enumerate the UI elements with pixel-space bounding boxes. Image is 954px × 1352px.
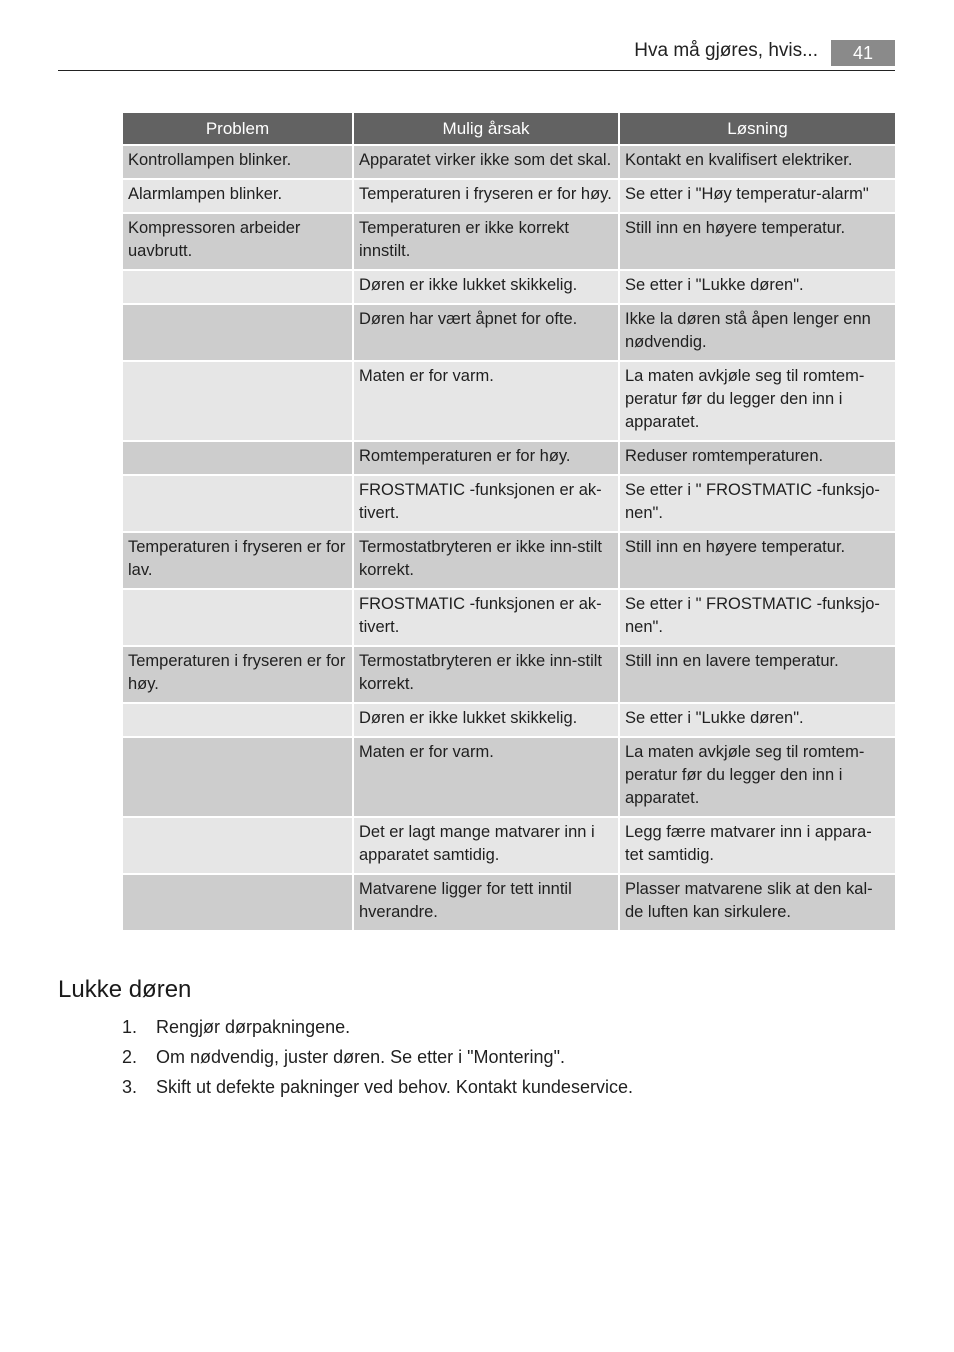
cell-problem bbox=[123, 476, 352, 531]
column-header-solution: Løsning bbox=[620, 113, 895, 144]
table-row bbox=[123, 271, 895, 303]
cell-solution: Still inn en høyere temperatur. bbox=[620, 214, 895, 269]
column-header-cause: Mulig årsak bbox=[354, 113, 618, 144]
cell-problem bbox=[123, 271, 352, 303]
cell-cause: Temperaturen i fryseren er for høy. bbox=[354, 180, 618, 212]
list-item bbox=[122, 1072, 882, 1102]
table-row bbox=[123, 590, 895, 645]
table-row bbox=[123, 818, 895, 873]
list-item bbox=[122, 1012, 882, 1042]
cell-problem: Kontrollampen blinker. bbox=[123, 146, 352, 178]
table-row bbox=[123, 305, 895, 360]
cell-cause: Døren har vært åpnet for ofte. bbox=[354, 305, 618, 360]
cell-cause: Temperaturen er ikke korrekt innstilt. bbox=[354, 214, 618, 269]
cell-problem bbox=[123, 704, 352, 736]
steps-list bbox=[122, 1012, 882, 1102]
cell-solution: Ikke la døren stå åpen lenger enn nødvendig. bbox=[620, 305, 895, 360]
cell-solution: La maten avkjøle seg til romtem-peratur før du legger den inn i apparatet. bbox=[620, 738, 895, 816]
header-title: Hva må gjøres, hvis... bbox=[634, 40, 818, 61]
table-row bbox=[123, 647, 895, 702]
cell-problem bbox=[123, 305, 352, 360]
cell-cause: Maten er for varm. bbox=[354, 738, 618, 816]
table-row bbox=[123, 533, 895, 588]
troubleshooting-table bbox=[121, 111, 897, 932]
cell-solution: Se etter i " FROSTMATIC -funksjo-nen". bbox=[620, 590, 895, 645]
cell-cause: Termostatbryteren er ikke inn-stilt korrekt. bbox=[354, 533, 618, 588]
section-title: Lukke døren bbox=[58, 976, 192, 1003]
cell-solution: Kontakt en kvalifisert elektriker. bbox=[620, 146, 895, 178]
list-item bbox=[122, 1042, 882, 1072]
cell-solution: Se etter i "Lukke døren". bbox=[620, 271, 895, 303]
cell-solution: Reduser romtemperaturen. bbox=[620, 442, 895, 474]
table-row bbox=[123, 442, 895, 474]
step-text: Rengjør dørpakningene. bbox=[156, 1017, 351, 1037]
cell-problem bbox=[123, 590, 352, 645]
cell-problem bbox=[123, 875, 352, 930]
table-row bbox=[123, 180, 895, 212]
table-header-row bbox=[123, 113, 895, 144]
cell-cause: Romtemperaturen er for høy. bbox=[354, 442, 618, 474]
table-row bbox=[123, 146, 895, 178]
cell-cause: Termostatbryteren er ikke inn-stilt korrekt. bbox=[354, 647, 618, 702]
step-number: 2. bbox=[122, 1047, 138, 1067]
table-row bbox=[123, 875, 895, 930]
cell-solution: Se etter i "Lukke døren". bbox=[620, 704, 895, 736]
header-rule bbox=[58, 70, 895, 71]
cell-cause: Maten er for varm. bbox=[354, 362, 618, 440]
cell-problem bbox=[123, 442, 352, 474]
cell-solution: Se etter i " FROSTMATIC -funksjo-nen". bbox=[620, 476, 895, 531]
cell-solution: Still inn en lavere temperatur. bbox=[620, 647, 895, 702]
column-header-problem: Problem bbox=[123, 113, 352, 144]
table-row bbox=[123, 362, 895, 440]
cell-cause: Døren er ikke lukket skikkelig. bbox=[354, 271, 618, 303]
cell-problem bbox=[123, 362, 352, 440]
cell-solution: Still inn en høyere temperatur. bbox=[620, 533, 895, 588]
cell-problem bbox=[123, 818, 352, 873]
step-number: 1. bbox=[122, 1017, 138, 1037]
table-row bbox=[123, 738, 895, 816]
cell-cause: FROSTMATIC -funksjonen er ak-tivert. bbox=[354, 476, 618, 531]
step-number: 3. bbox=[122, 1077, 138, 1097]
cell-cause: Apparatet virker ikke som det skal. bbox=[354, 146, 618, 178]
cell-cause: Matvarene ligger for tett inntil hverandre. bbox=[354, 875, 618, 930]
cell-solution: Legg færre matvarer inn i appara-tet samtidig. bbox=[620, 818, 895, 873]
table-row bbox=[123, 704, 895, 736]
cell-problem: Temperaturen i fryseren er for høy. bbox=[123, 647, 352, 702]
cell-problem: Temperaturen i fryseren er for lav. bbox=[123, 533, 352, 588]
table-row bbox=[123, 476, 895, 531]
cell-cause: Det er lagt mange matvarer inn i apparatet samtidig. bbox=[354, 818, 618, 873]
cell-cause: Døren er ikke lukket skikkelig. bbox=[354, 704, 618, 736]
cell-problem: Kompressoren arbeider uavbrutt. bbox=[123, 214, 352, 269]
cell-problem: Alarmlampen blinker. bbox=[123, 180, 352, 212]
table-row bbox=[123, 214, 895, 269]
step-text: Om nødvendig, juster døren. Se etter i "Montering". bbox=[156, 1047, 565, 1067]
cell-solution: La maten avkjøle seg til romtem-peratur før du legger den inn i apparatet. bbox=[620, 362, 895, 440]
step-text: Skift ut defekte pakninger ved behov. Kontakt kundeservice. bbox=[156, 1077, 633, 1097]
cell-solution: Plasser matvarene slik at den kal-de luften kan sirkulere. bbox=[620, 875, 895, 930]
cell-problem bbox=[123, 738, 352, 816]
cell-cause: FROSTMATIC -funksjonen er ak-tivert. bbox=[354, 590, 618, 645]
page-number: 41 bbox=[831, 40, 895, 66]
table-body bbox=[123, 146, 895, 930]
cell-solution: Se etter i "Høy temperatur-alarm" bbox=[620, 180, 895, 212]
